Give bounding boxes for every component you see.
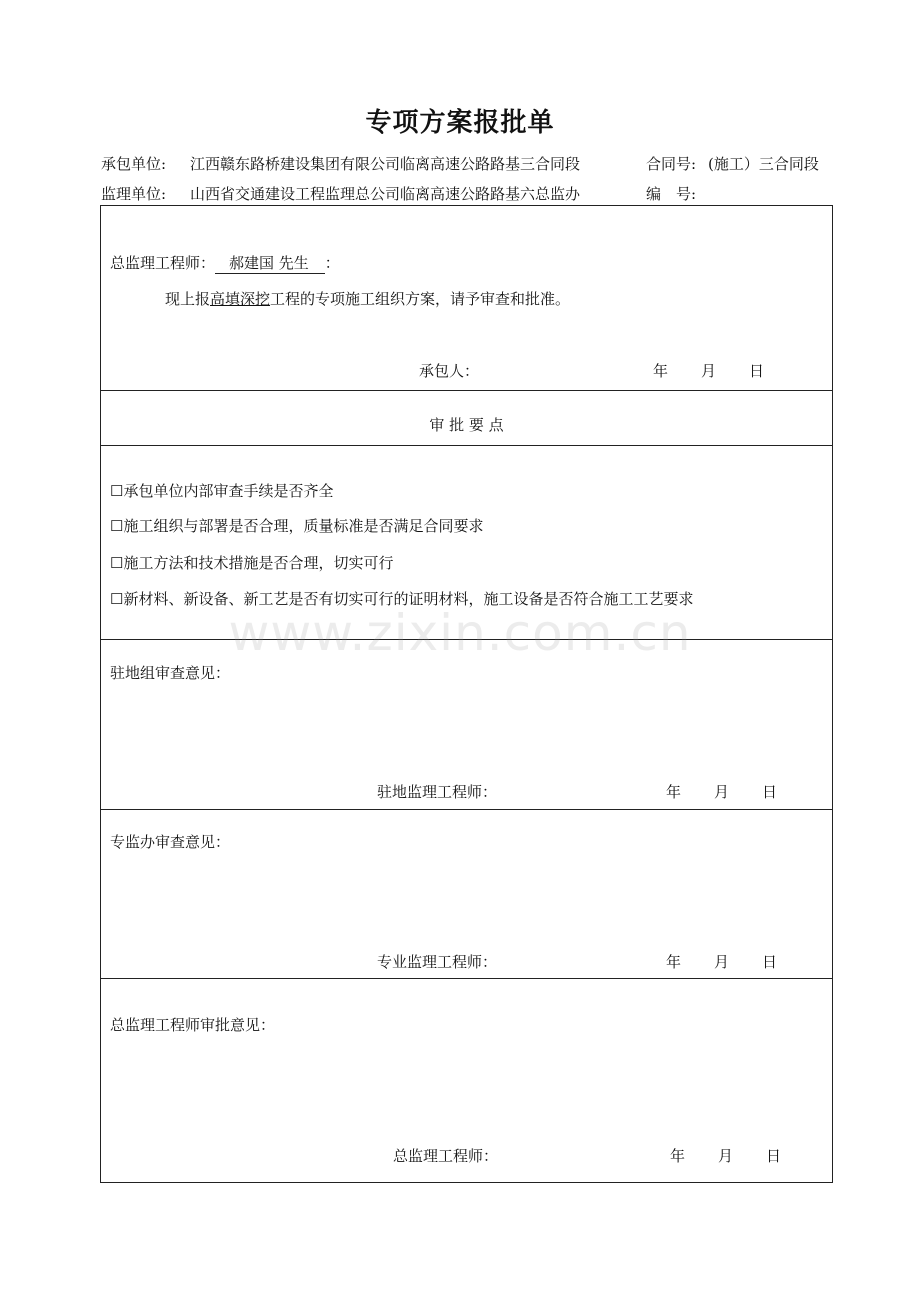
supervisor-value: 山西省交通建设工程监理总公司临离高速公路路基六总监办 <box>190 185 581 203</box>
checklist-item[interactable] <box>110 480 333 501</box>
serial-label: 编 号: <box>646 185 697 203</box>
date-month: 月 <box>714 953 730 971</box>
divider <box>101 390 832 391</box>
date-month: 月 <box>718 1147 734 1165</box>
divider <box>101 639 832 640</box>
checklist-item-label: 承包单位内部审查手续是否齐全 <box>123 482 334 500</box>
watermark: www.zixin.com.cn <box>228 604 692 662</box>
contract-no-value: (施工）三合同段 <box>708 155 819 173</box>
date-month: 月 <box>714 783 730 801</box>
divider <box>101 978 832 979</box>
salutation <box>110 252 340 274</box>
page-title: 专项方案报批单 <box>365 108 555 138</box>
checkbox-icon[interactable]: ☐ <box>110 554 124 572</box>
date-day: 日 <box>766 1147 782 1165</box>
special-review-label: 专监办审查意见： <box>110 833 231 851</box>
contractor-label: 承包单位: <box>101 155 167 173</box>
special-engineer-sign-label: 专业监理工程师： <box>377 953 498 971</box>
checklist-item-label: 施工方法和技术措施是否合理，切实可行 <box>123 554 394 572</box>
contractor-sign-date[interactable] <box>653 360 797 381</box>
date-year: 年 <box>653 362 669 380</box>
special-sign-date[interactable] <box>666 951 810 972</box>
date-day: 日 <box>749 362 765 380</box>
contractor-sign-label: 承包人： <box>419 362 480 380</box>
chief-engineer-name-field[interactable]: 郝建国 先生 <box>215 252 325 274</box>
date-day: 日 <box>762 783 778 801</box>
chief-sign-date[interactable] <box>670 1145 814 1166</box>
supervisor-label: 监理单位: <box>101 185 167 203</box>
date-day: 日 <box>762 953 778 971</box>
resident-review-label: 驻地组审查意见： <box>110 664 231 682</box>
date-year: 年 <box>670 1147 686 1165</box>
checkbox-icon[interactable]: ☐ <box>110 482 124 500</box>
submission-text <box>165 288 570 309</box>
resident-engineer-sign-label: 驻地监理工程师： <box>377 783 498 801</box>
contract-no-label: 合同号: <box>646 155 697 173</box>
contractor-value: 江西赣东路桥建设集团有限公司临离高速公路路基三合同段 <box>190 155 581 173</box>
resident-sign-date[interactable] <box>666 781 810 802</box>
checklist-item[interactable] <box>110 588 693 609</box>
submission-prefix: 现上报 <box>165 290 211 308</box>
project-name-field[interactable]: 高填深挖 <box>210 290 271 308</box>
checkbox-icon[interactable]: ☐ <box>110 517 124 535</box>
checklist-item[interactable] <box>110 552 393 573</box>
chief-engineer-sign-label: 总监理工程师： <box>393 1147 499 1165</box>
chief-approval-label: 总监理工程师审批意见： <box>110 1016 276 1034</box>
divider <box>101 445 832 446</box>
date-year: 年 <box>666 783 682 801</box>
checkbox-icon[interactable]: ☐ <box>110 590 124 608</box>
salutation-end: ： <box>324 254 340 272</box>
date-month: 月 <box>701 362 717 380</box>
approval-form-table <box>100 205 833 1183</box>
review-points-heading: 审 批 要 点 <box>429 416 504 434</box>
checklist-item-label: 新材料、新设备、新工艺是否有切实可行的证明材料，施工设备是否符合施工工艺要求 <box>123 590 694 608</box>
salutation-label: 总监理工程师： <box>110 254 216 272</box>
date-year: 年 <box>666 953 682 971</box>
divider <box>101 809 832 810</box>
checklist-item-label: 施工组织与部署是否合理，质量标准是否满足合同要求 <box>123 517 484 535</box>
submission-suffix: 工程的专项施工组织方案，请予审查和批准。 <box>270 290 571 308</box>
checklist-item[interactable] <box>110 515 483 536</box>
